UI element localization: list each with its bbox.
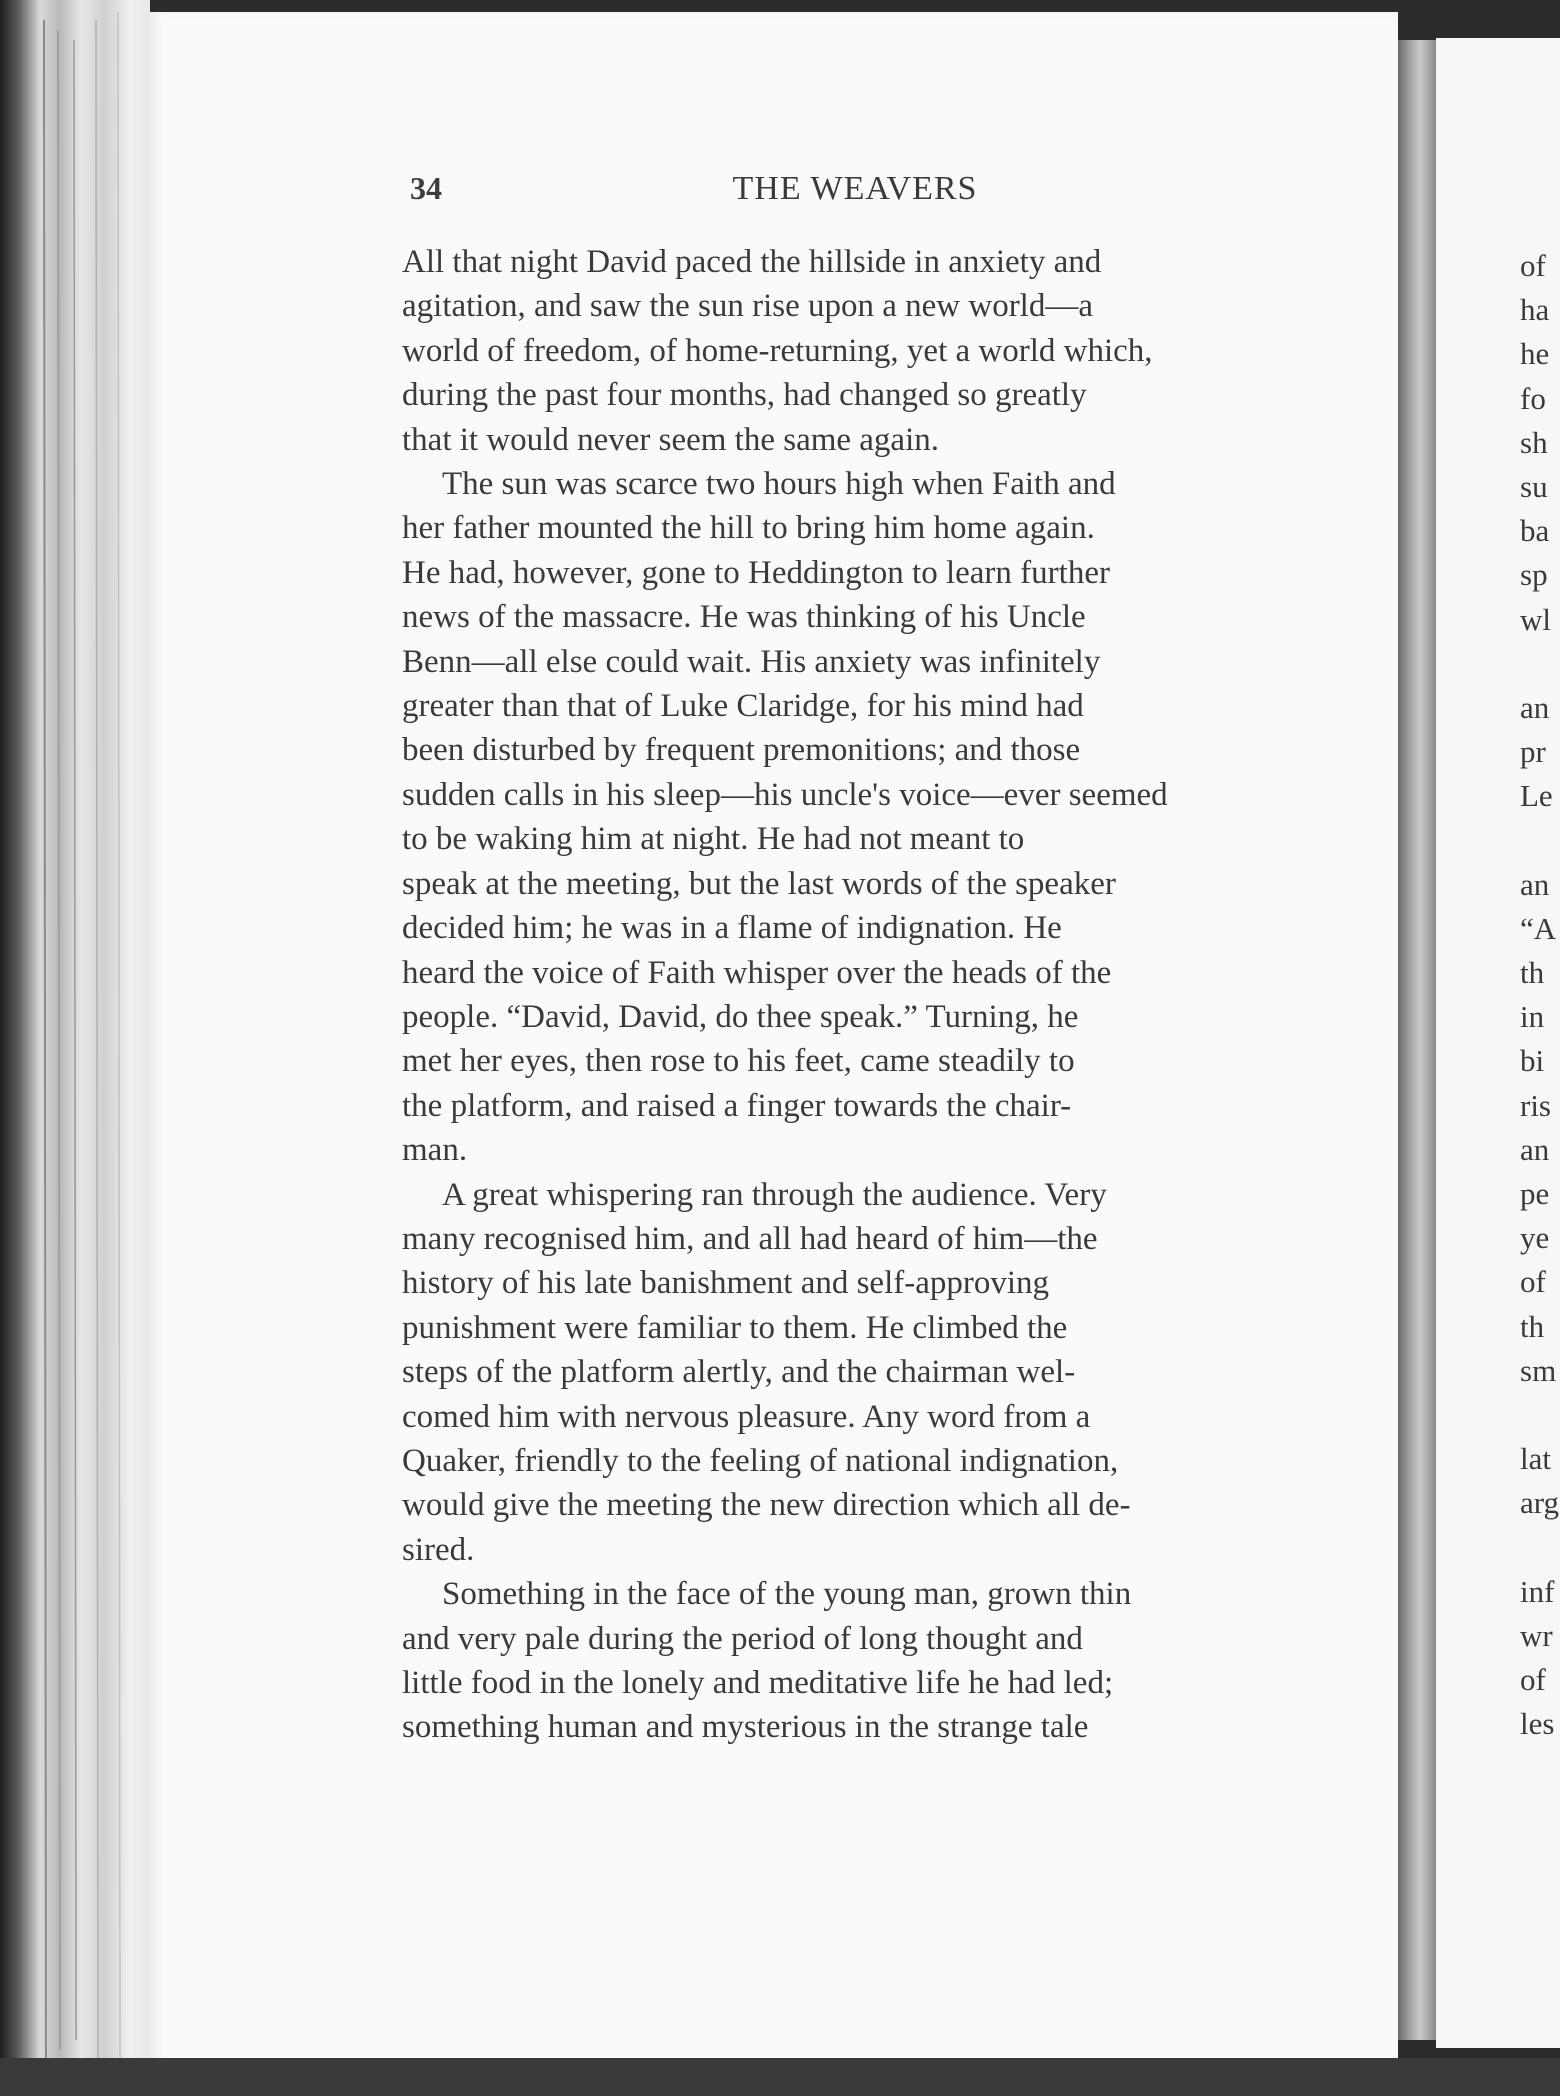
right-page-fragment: he bbox=[1520, 336, 1550, 372]
right-page-fragment: les bbox=[1520, 1706, 1555, 1742]
text-line: comed him with nervous pleasure. Any word from a bbox=[402, 1398, 1091, 1435]
paragraph bbox=[402, 1173, 1290, 1573]
right-page-text-fragments bbox=[1520, 244, 1560, 1746]
right-page-fragment: ye bbox=[1520, 1220, 1550, 1256]
right-page-fragment: an bbox=[1520, 866, 1550, 902]
text-line: sudden calls in his sleep—his uncle's voice—ever seemed bbox=[402, 776, 1168, 813]
right-page-fragment: pe bbox=[1520, 1175, 1550, 1211]
paragraph bbox=[402, 240, 1290, 462]
right-page-fragment: fo bbox=[1520, 380, 1546, 416]
right-page-fragment bbox=[1520, 818, 1560, 862]
paragraph bbox=[402, 462, 1290, 1173]
text-line: Quaker, friendly to the feeling of national indignation, bbox=[402, 1442, 1119, 1479]
text-line: something human and mysterious in the strange tale bbox=[402, 1709, 1089, 1746]
right-page-fragment: in bbox=[1520, 999, 1545, 1035]
right-page-fragment: su bbox=[1520, 468, 1548, 504]
text-line: and very pale during the period of long thought and bbox=[402, 1620, 1083, 1657]
right-page-fragment: bi bbox=[1520, 1043, 1545, 1079]
text-line: speak at the meeting, but the last words of the speaker bbox=[402, 865, 1116, 902]
text-line: history of his late banishment and self-approving bbox=[402, 1265, 1050, 1302]
text-line: during the past four months, had changed so greatly bbox=[402, 377, 1087, 414]
text-line: been disturbed by frequent premonitions; and those bbox=[402, 732, 1081, 769]
page-gutter bbox=[1398, 40, 1436, 2040]
text-line: that it would never seem the same again. bbox=[402, 421, 939, 458]
page-number: 34 bbox=[410, 170, 442, 206]
text-line: met her eyes, then rose to his feet, came steadily to bbox=[402, 1043, 1075, 1080]
bottom-edge-shadow bbox=[0, 2058, 1560, 2096]
text-line: news of the massacre. He was thinking of his Uncle bbox=[402, 599, 1086, 636]
right-page-fragment: an bbox=[1520, 1131, 1550, 1167]
right-page-fragment: th bbox=[1520, 955, 1545, 990]
text-line: people. “David, David, do thee speak.” Turning, he bbox=[402, 998, 1079, 1035]
text-line: The sun was scarce two hours high when Faith and bbox=[442, 466, 1116, 503]
text-line: He had, however, gone to Heddington to learn further bbox=[402, 554, 1110, 591]
right-page-fragment: arg bbox=[1520, 1485, 1560, 1521]
text-line: the platform, and raised a finger towards the chair- bbox=[402, 1087, 1072, 1124]
right-page-fragment: sp bbox=[1520, 557, 1548, 593]
right-page-fragment: th bbox=[1520, 1308, 1545, 1344]
right-page-fragment: pr bbox=[1520, 734, 1546, 770]
text-line: steps of the platform alertly, and the chairman wel- bbox=[402, 1354, 1076, 1391]
text-line: to be waking him at night. He had not meant to bbox=[402, 821, 1025, 858]
right-page-fragment: of bbox=[1520, 1662, 1546, 1697]
text-line: All that night David paced the hillside in anxiety and bbox=[402, 244, 1102, 280]
text-line: little food in the lonely and meditative life he had led; bbox=[402, 1665, 1114, 1701]
text-line: decided him; he was in a flame of indignation. He bbox=[402, 910, 1062, 947]
right-page-fragment: inf bbox=[1520, 1573, 1555, 1609]
right-page-fragment: “A bbox=[1520, 910, 1557, 946]
right-page-fragment bbox=[1520, 1393, 1560, 1437]
text-line: many recognised him, and all had heard of him—the bbox=[402, 1220, 1098, 1257]
text-line: Something in the face of the young man, grown thin bbox=[442, 1576, 1132, 1613]
right-page-fragment bbox=[1520, 1525, 1560, 1569]
right-page-fragment: lat bbox=[1520, 1441, 1551, 1477]
running-title: THE WEAVERS bbox=[732, 170, 978, 207]
right-page-fragment: sh bbox=[1520, 424, 1548, 460]
right-page-fragment: ris bbox=[1520, 1087, 1551, 1123]
text-line: would give the meeting the new direction which all de- bbox=[402, 1487, 1131, 1524]
right-page-fragment: ha bbox=[1520, 292, 1550, 328]
right-page-fragment: an bbox=[1520, 689, 1550, 725]
body-text bbox=[402, 240, 1290, 1750]
right-page-fragment: wl bbox=[1520, 601, 1551, 637]
text-line: heard the voice of Faith whisper over the heads of the bbox=[402, 954, 1112, 991]
binding-edge-lines bbox=[0, 0, 150, 2096]
right-page-fragment bbox=[1520, 642, 1560, 686]
paragraph bbox=[402, 1572, 1290, 1750]
page-header bbox=[410, 170, 1300, 220]
text-line: greater than that of Luke Claridge, for his mind had bbox=[402, 688, 1084, 725]
book-binding bbox=[0, 0, 150, 2096]
right-page-fragment: wr bbox=[1520, 1617, 1553, 1653]
text-line: man. bbox=[402, 1132, 468, 1169]
text-line: punishment were familiar to them. He climbed the bbox=[402, 1309, 1068, 1346]
right-page-fragment: of bbox=[1520, 1264, 1546, 1300]
text-line: Benn—all else could wait. His anxiety was infinitely bbox=[402, 643, 1101, 680]
right-page-fragment: Le bbox=[1520, 778, 1553, 814]
text-line: her father mounted the hill to bring him home again. bbox=[402, 510, 1095, 547]
right-page-fragment: sm bbox=[1520, 1352, 1557, 1388]
right-page-fragment: ba bbox=[1520, 513, 1550, 549]
text-line: agitation, and saw the sun rise upon a new world—a bbox=[402, 288, 1094, 325]
text-line: world of freedom, of home-returning, yet a world which, bbox=[402, 332, 1153, 369]
text-line: sired. bbox=[402, 1531, 475, 1568]
text-line: A great whispering ran through the audience. Very bbox=[442, 1176, 1107, 1213]
right-page-fragment: of bbox=[1520, 248, 1546, 283]
